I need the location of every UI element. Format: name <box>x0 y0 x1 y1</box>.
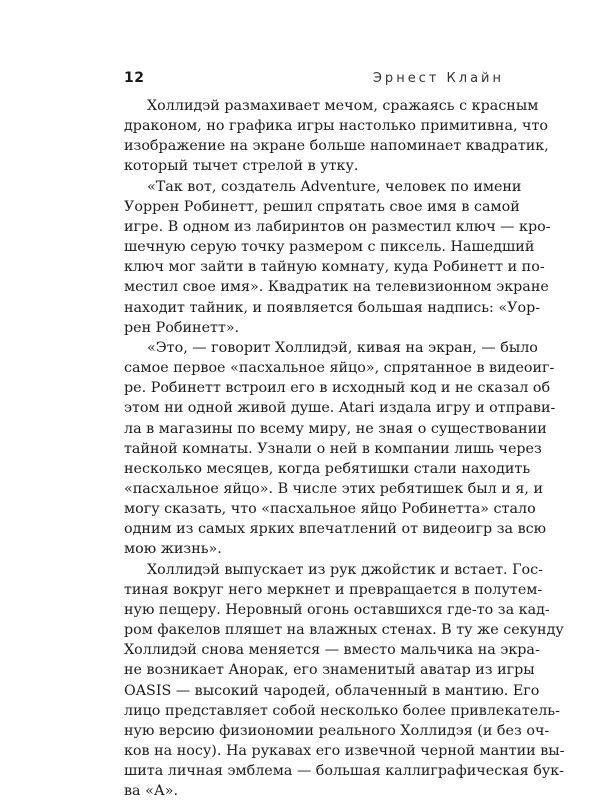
text-line: тайной комнаты. Узнали о ней в компании лишь через <box>124 440 542 457</box>
text-line: тиная вокруг него меркнет и превращается в полутем- <box>124 581 543 598</box>
paragraph <box>124 177 551 338</box>
text-line: Холлидэй снова меняется — вместо мальчика на экра- <box>124 642 540 659</box>
text-line: не возникает Анорак, его знаменитый аватар из игры <box>124 662 535 679</box>
text-line: ную пещеру. Неровный огонь оставшихся где-то за кад- <box>124 601 550 618</box>
text-line: ла в магазины по всему миру, не зная о существовании <box>124 420 547 437</box>
text-line: игре. В одном из лабиринтов он разместил ключ — кро- <box>124 218 551 235</box>
paragraph <box>124 560 565 801</box>
text-line: «Так вот, создатель Adventure, человек по имени <box>147 178 522 195</box>
body-text <box>124 96 565 801</box>
text-line: шечную серую точку размером с пиксель. Нашедший <box>124 239 535 256</box>
text-line: ром факелов пляшет на влажных стенах. В ту же секунду <box>124 622 564 639</box>
text-line: Холлидэй размахивает мечом, сражаясь с красным <box>147 98 539 114</box>
text-line: местил свое имя». Квадратик на телевизионном экране <box>124 279 549 296</box>
paragraph <box>124 338 556 560</box>
author-name: Эрнест Клайн <box>372 71 504 86</box>
text-line: «пасхальное яйцо». В числе этих ребятишек был и я, и <box>124 480 544 497</box>
text-line: Холлидэй выпускает из рук джойстик и встает. Гос- <box>147 561 543 578</box>
text-line: мою жизнь». <box>124 541 222 558</box>
text-line: OASIS — высокий чародей, облаченный в мантию. Его <box>124 682 540 699</box>
text-line: ключ мог зайти в тайную комнату, куда Робинетт и по- <box>124 259 545 276</box>
paragraph <box>124 96 549 177</box>
text-line: драконом, но графика игры настолько примитивна, что <box>124 118 549 135</box>
text-line: «Это, — говорит Холлидэй, кивая на экран, — было <box>147 339 538 356</box>
page-number: 12 <box>124 70 145 86</box>
text-line: рен Робинетт». <box>124 319 240 336</box>
text-line: ре. Робинетт встроил его в исходный код и не сказал об <box>124 380 551 397</box>
text-line: находит тайник, и появляется большая надпись: «Уор- <box>124 299 541 316</box>
text-line: шита личная эмблема — большая каллиграфическая бук- <box>124 763 565 780</box>
text-line: самое первое «пасхальное яйцо», спрятанное в видеоиг- <box>124 360 555 377</box>
text-line: одним из самых ярких впечатлений от видеоигр за всю <box>124 521 547 538</box>
text-line: ков на носу). На рукавах его извечной черной мантии вы- <box>124 743 565 759</box>
text-line: лицо представляет собой несколько более привлекатель- <box>124 702 560 719</box>
text-line: изображение на экране больше напоминает квадратик, <box>124 138 549 155</box>
text-line: могу сказать, что «пасхальное яйцо Робинетта» стало <box>124 501 536 518</box>
text-line: Уоррен Робинетт, решил спрятать свое имя в самой <box>124 198 520 215</box>
text-line: который тычет стрелой в утку. <box>124 158 359 175</box>
text-line: несколько месяцев, когда ребятишки стали находить <box>124 460 531 477</box>
text-line: этом ни одной живой душе. Atari издала игру и отправи- <box>124 400 556 417</box>
text-line: ную версию физиономии реального Холлидэя (и без оч- <box>124 722 550 739</box>
text-line: ва «А». <box>124 783 178 800</box>
running-head <box>124 70 504 90</box>
